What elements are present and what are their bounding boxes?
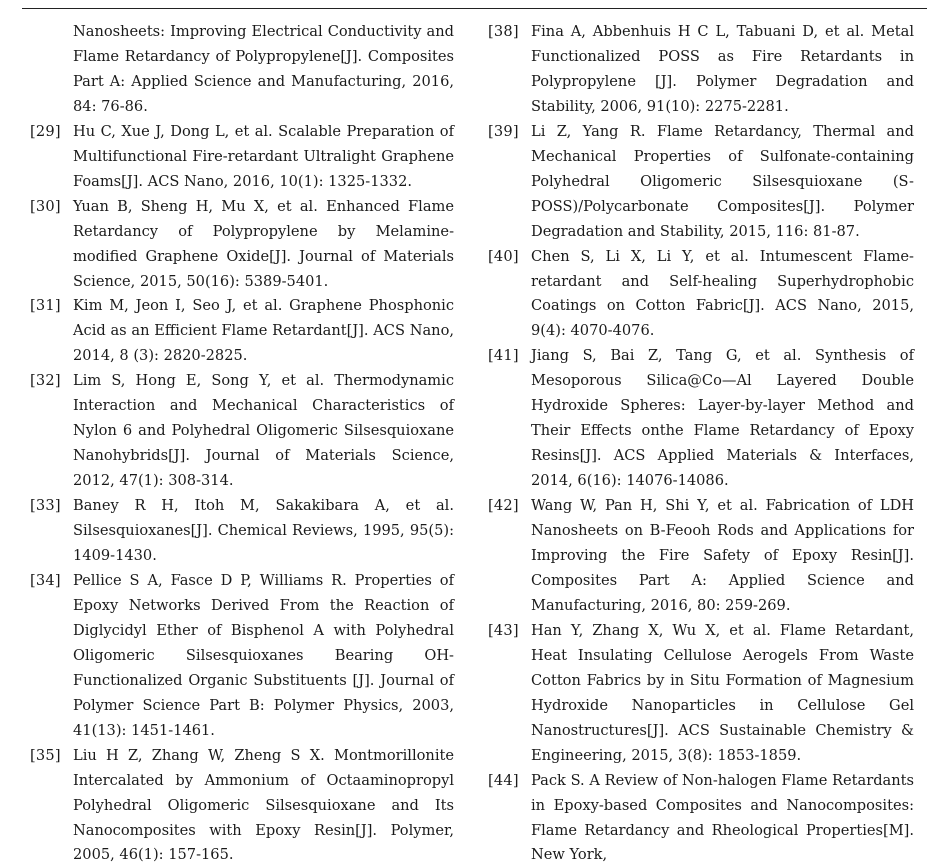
reference-text: Baney R H, Itoh M, Sakakibara A, et al. Silsesquioxanes[J]. Chemical Reviews, 1995, 95(5): 1409-1430.	[73, 497, 454, 565]
reference-text: Wang W, Pan H, Shi Y, et al. Fabrication of LDH Nanosheets on B-Feooh Rods and Applications for Improving the Fire Safety of Epoxy Resin[J]. Composites Part A: Applied Science and Manufacturing, 2016, 80: 259-269.	[531, 497, 914, 614]
reference-number: [35]	[30, 746, 61, 764]
reference-text: Fina A, Abbenhuis H C L, Tabuani D, et al. Metal Functionalized POSS as Fire Retardants in Polypropylene [J]. Polymer Degradation and Stability, 2006, 91(10): 2275-2281.	[531, 23, 914, 115]
reference-number: [40]	[488, 247, 519, 265]
reference-number: [42]	[488, 497, 519, 515]
reference-text: Jiang S, Bai Z, Tang G, et al. Synthesis of Mesoporous Silica@Co—Al Layered Double Hydroxide Spheres: Layer-by-layer Method and Their Effects onthe Flame Retardancy of Epoxy Resins[J]. ACS Applied Materials & Interfaces, 2014, 6(16): 14076-14086.	[531, 347, 914, 490]
reference-32	[30, 369, 454, 494]
reference-31	[30, 294, 454, 369]
reference-number: [41]	[488, 347, 519, 365]
reference-text: Hu C, Xue J, Dong L, et al. Scalable Preparation of Multifunctional Fire-retardant Ultralight Graphene Foams[J]. ACS Nano, 2016, 10(1): 1325-1332.	[73, 122, 454, 190]
reference-text: Pellice S A, Fasce D P, Williams R. Properties of Epoxy Networks Derived From the Reaction of Diglycidyl Ether of Bisphenol A with Polyhedral Oligomeric Silsesquioxanes Bearing OH-Functionalized Organic Substituents [J]. Journal of Polymer Science Part B: Polymer Physics, 2003, 41(13): 1451-1461.	[73, 571, 454, 739]
reference-43	[488, 619, 914, 769]
reference-text: Chen S, Li X, Li Y, et al. Intumescent Flame-retardant and Self-healing Superhydrophobic Coatings on Cotton Fabric[J]. ACS Nano, 2015, 9(4): 4070-4076.	[531, 247, 914, 340]
reference-number: [43]	[488, 621, 519, 639]
reference-44	[488, 769, 914, 868]
reference-number: [29]	[30, 122, 61, 140]
reference-41	[488, 344, 914, 494]
reference-34	[30, 569, 454, 744]
reference-39	[488, 120, 914, 245]
reference-40	[488, 245, 914, 345]
reference-29	[30, 120, 454, 195]
reference-text: Yuan B, Sheng H, Mu X, et al. Enhanced Flame Retardancy of Polypropylene by Melamine-modified Graphene Oxide[J]. Journal of Materials Science, 2015, 50(16): 5389-5401.	[73, 197, 454, 290]
reference-42	[488, 494, 914, 619]
reference-number: [33]	[30, 497, 61, 515]
reference-33	[30, 494, 454, 569]
top-rule	[22, 8, 927, 9]
reference-number: [32]	[30, 372, 61, 390]
reference-text: Lim S, Hong E, Song Y, et al. Thermodynamic Interaction and Mechanical Characteristics of Nylon 6 and Polyhedral Oligomeric Silsesquioxane Nanohybrids[J]. Journal of Materials Science, 2012, 47(1): 308-314.	[73, 372, 454, 490]
reference-number: [44]	[488, 771, 519, 789]
reference-text: Li Z, Yang R. Flame Retardancy, Thermal and Mechanical Properties of Sulfonate-containing Polyhedral Oligomeric Silsesquioxane (S-POSS)/Polycarbonate Composites[J]. Polymer Degradation and Stability, 2015, 116: 81-87.	[531, 122, 914, 240]
reference-text: Liu H Z, Zhang W, Zheng S X. Montmorillonite Intercalated by Ammonium of Octaaminopropyl Polyhedral Oligomeric Silsesquioxane and Its Nanocomposites with Epoxy Resin[J]. Polymer, 2005, 46(1): 157-165.	[73, 746, 454, 864]
reference-number: [30]	[30, 197, 61, 215]
references-left-column	[30, 20, 454, 868]
reference-35	[30, 744, 454, 868]
reference-number: [38]	[488, 23, 519, 40]
reference-text: Han Y, Zhang X, Wu X, et al. Flame Retardant, Heat Insulating Cellulose Aerogels From Waste Cotton Fabrics by in Situ Formation of Magnesium Hydroxide Nanoparticles in Cellulose Gel Nanostructures[J]. ACS Sustainable Chemistry & Engineering, 2015, 3(8): 1853-1859.	[531, 621, 914, 764]
reference-38	[488, 20, 914, 120]
reference-number: [39]	[488, 122, 519, 140]
reference-number: [34]	[30, 571, 61, 589]
reference-number: [31]	[30, 297, 61, 315]
reference-28-continued	[30, 20, 454, 120]
references-right-column	[488, 20, 914, 868]
reference-30	[30, 195, 454, 295]
reference-text: Kim M, Jeon I, Seo J, et al. Graphene Phosphonic Acid as an Efficient Flame Retardant[J]. ACS Nano, 2014, 8 (3): 2820-2825.	[73, 297, 454, 365]
reference-text: Nanosheets: Improving Electrical Conductivity and Flame Retardancy of Polypropylene[J]. Composites Part A: Applied Science and Manufacturing, 2016, 84: 76-86.	[73, 23, 454, 115]
reference-text: Pack S. A Review of Non-halogen Flame Retardants in Epoxy-based Composites and Nanocomposites: Flame Retardancy and Rheological Properties[M]. New York,	[531, 771, 914, 864]
